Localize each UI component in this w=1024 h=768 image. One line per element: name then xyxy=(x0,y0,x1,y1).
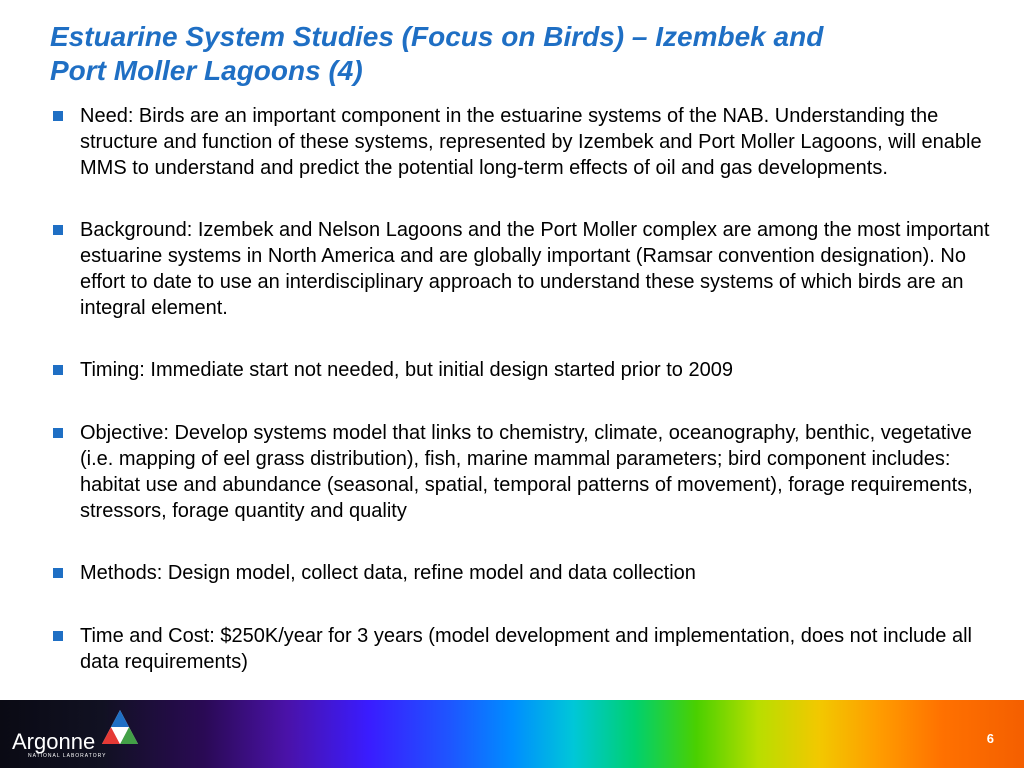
square-bullet-icon xyxy=(53,225,63,235)
footer-spectrum-bar xyxy=(0,700,1024,768)
square-bullet-icon xyxy=(53,428,63,438)
bullet-methods xyxy=(50,560,1010,586)
bullet-text: Timing: Immediate start not needed, but initial design started prior to 2009 xyxy=(80,359,733,381)
argonne-subtitle: NATIONAL LABORATORY xyxy=(28,753,107,759)
square-bullet-icon xyxy=(53,111,63,121)
slide-title-line-1: Estuarine System Studies (Focus on Birds) – Izembek and xyxy=(50,21,824,52)
argonne-logo-icon xyxy=(100,708,140,748)
slide-title-line-2: Port Moller Lagoons (4) xyxy=(50,55,363,86)
bullet-need xyxy=(50,103,1010,181)
bullet-text: Methods: Design model, collect data, refine model and data collection xyxy=(80,562,696,584)
bullet-timing xyxy=(50,357,1010,383)
bullet-text: Objective: Develop systems model that links to chemistry, climate, oceanography, benthic, vegetative (i.e. mapping of eel grass distribution), fish, marine mammal parameters; bird component includes: habitat use and abundance (seasonal, spatial, temporal patterns of movement), forage requirements, stressors, forage quantity and quality xyxy=(80,422,973,522)
bullet-objective xyxy=(50,420,1010,524)
bullet-text: Time and Cost: $250K/year for 3 years (model development and implementation, does not include all data requirements) xyxy=(80,625,972,673)
page-number: 6 xyxy=(986,731,994,746)
square-bullet-icon xyxy=(53,365,63,375)
bullet-list xyxy=(50,103,1010,675)
bullet-background xyxy=(50,217,1010,321)
bullet-time-and-cost xyxy=(50,623,1010,675)
square-bullet-icon xyxy=(53,568,63,578)
argonne-logo xyxy=(12,710,144,762)
slide-title xyxy=(50,20,950,88)
square-bullet-icon xyxy=(53,631,63,641)
bullet-text: Background: Izembek and Nelson Lagoons and the Port Moller complex are among the most important estuarine systems in North America and are globally important (Ramsar convention designation). No effort to date to use an interdisciplinary approach to understand these systems of which birds are an integral element. xyxy=(80,219,990,319)
argonne-wordmark: Argonne xyxy=(12,729,96,754)
bullet-text: Need: Birds are an important component in the estuarine systems of the NAB. Understanding the structure and function of these systems, represented by Izembek and Port Moller Lagoons, will enable MMS to understand and predict the potential long-term effects of oil and gas developments. xyxy=(80,105,982,179)
